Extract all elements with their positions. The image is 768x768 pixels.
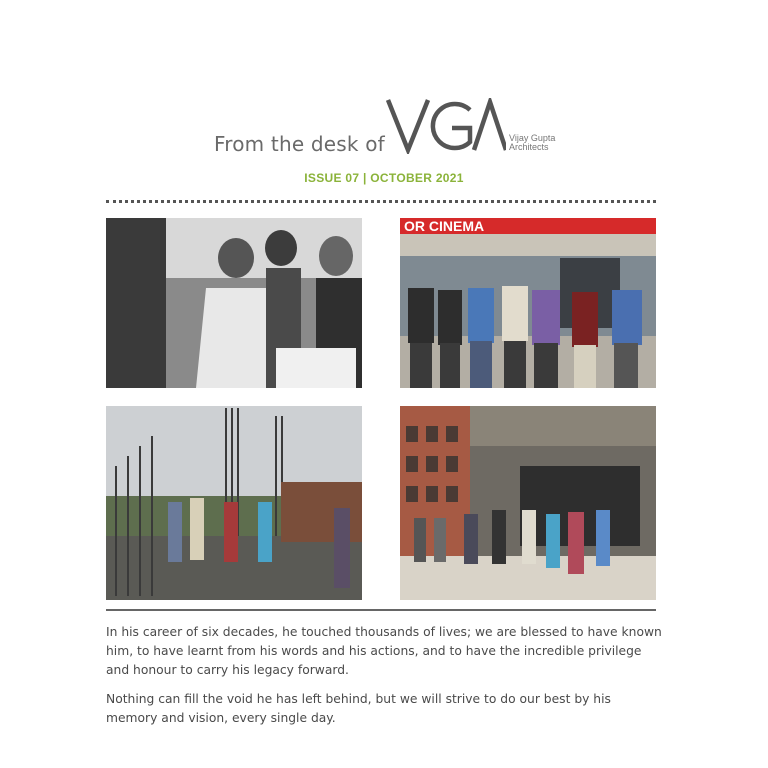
vga-logo bbox=[386, 98, 506, 154]
from-the-desk-label: From the desk of bbox=[214, 132, 385, 156]
issue-date: ISSUE 07 | OCTOBER 2021 bbox=[304, 171, 464, 185]
firm-name bbox=[509, 134, 555, 152]
cinema-group-photo bbox=[400, 218, 656, 388]
archival-photo bbox=[106, 218, 362, 388]
content-divider bbox=[106, 609, 656, 611]
tribute-paragraph-2: Nothing can fill the void he has left behind, but we will strive to do our best by his memory and vision, every single day. bbox=[106, 692, 611, 725]
firm-name-line1: Vijay Gupta bbox=[509, 133, 556, 143]
building-construction-photo bbox=[400, 406, 656, 600]
cinema-sign-text: OR CINEMA bbox=[404, 218, 485, 234]
tribute-paragraph-1: In his career of six decades, he touched thousands of lives; we are blessed to have known him, to have learnt from his words and his actions, and to have the incredible privilege and honour to carry his legacy forward. bbox=[106, 625, 662, 677]
dotted-divider bbox=[106, 200, 656, 203]
construction-site-photo bbox=[106, 406, 362, 600]
firm-name-line2: Architects bbox=[509, 142, 549, 152]
